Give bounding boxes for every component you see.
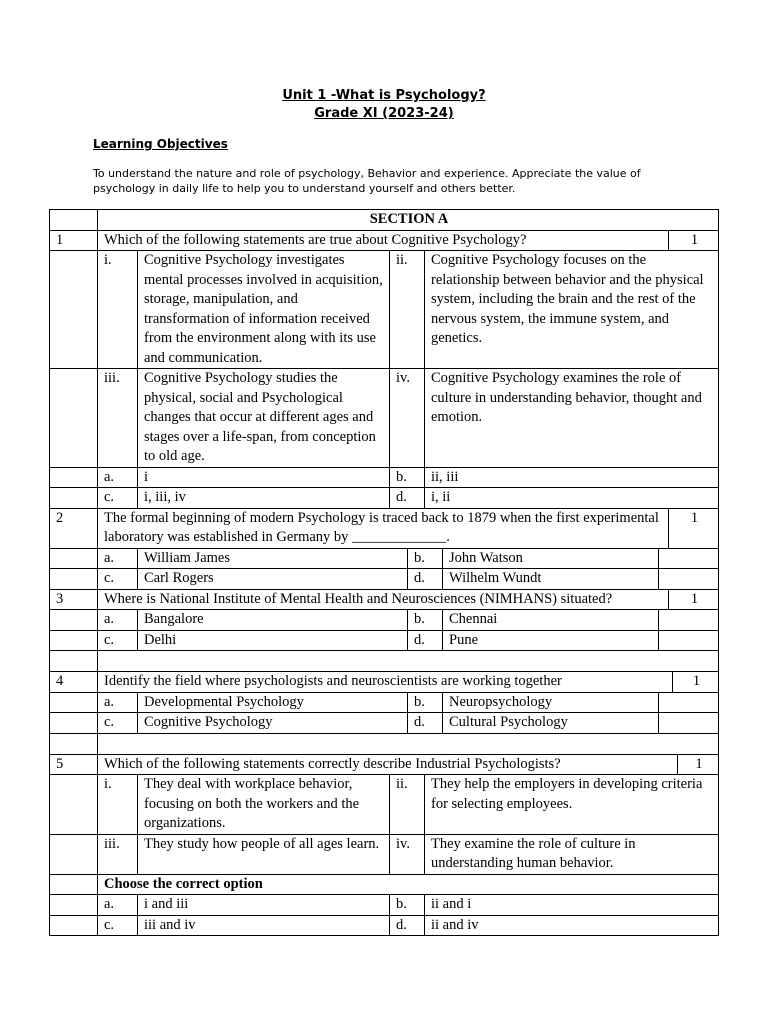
statement-label: i. — [97, 251, 137, 368]
option-row — [49, 468, 719, 489]
question-number: 2 — [56, 509, 64, 526]
statement-label: iii. — [97, 835, 137, 874]
option-row — [49, 916, 719, 937]
statement-label: iv. — [389, 369, 424, 467]
option-row — [49, 549, 719, 570]
option-row — [49, 895, 719, 916]
instruction-row — [49, 875, 719, 896]
option-label: c. — [97, 488, 137, 508]
option-text: i, iii, iv — [137, 488, 389, 508]
question-text: Where is National Institute of Mental Health and Neurosciences (NIMHANS) situated? — [97, 590, 668, 610]
option-label: d. — [389, 488, 424, 508]
option-label: b. — [407, 549, 442, 569]
option-text: Developmental Psychology — [137, 693, 407, 713]
choose-option-label: Choose the correct option — [97, 875, 720, 895]
spacer-row — [49, 734, 719, 755]
option-text: Cognitive Psychology — [137, 713, 407, 733]
page-title: Unit 1 -What is Psychology? — [282, 88, 486, 103]
question-row — [49, 509, 719, 549]
option-label: b. — [407, 693, 442, 713]
option-text: ii and i — [424, 895, 720, 915]
statement-text: Cognitive Psychology focuses on the relationship between behavior and the physical system, including the brain and the rest of the nervous system, the immune system, and genetics. — [424, 251, 720, 368]
option-label: c. — [97, 713, 137, 733]
option-text: John Watson — [442, 549, 658, 569]
question-marks: 1 — [668, 509, 720, 548]
question-marks: 1 — [668, 590, 720, 610]
statement-label: ii. — [389, 775, 424, 834]
option-text: Cultural Psychology — [442, 713, 658, 733]
option-label: b. — [389, 468, 424, 488]
option-row — [49, 610, 719, 631]
option-label: d. — [407, 713, 442, 733]
option-label: d. — [389, 916, 424, 936]
statement-text: Cognitive Psychology studies the physical, social and Psychological changes that occur at different ages and stages over a life-span, from conception to old age. — [137, 369, 389, 467]
statement-label: iv. — [389, 835, 424, 874]
option-text: William James — [137, 549, 407, 569]
option-text: Carl Rogers — [137, 569, 407, 589]
option-label: a. — [97, 895, 137, 915]
statement-row — [49, 251, 719, 369]
option-label: b. — [389, 895, 424, 915]
option-row — [49, 693, 719, 714]
objectives-heading: Learning Objectives — [93, 137, 228, 151]
option-row — [49, 631, 719, 652]
option-text: iii and iv — [137, 916, 389, 936]
statement-row — [49, 775, 719, 835]
statement-label: ii. — [389, 251, 424, 368]
question-row — [49, 672, 719, 693]
question-marks: 1 — [672, 672, 720, 692]
option-text: i and iii — [137, 895, 389, 915]
statement-row — [49, 369, 719, 468]
question-marks: 1 — [677, 755, 720, 775]
question-row — [49, 590, 719, 611]
option-label: a. — [97, 468, 137, 488]
question-row — [49, 231, 719, 252]
section-title: SECTION A — [97, 210, 720, 230]
question-number: 1 — [56, 231, 64, 248]
statement-text: Cognitive Psychology examines the role of culture in understanding behavior, thought and emotion. — [424, 369, 720, 467]
spacer-row — [49, 651, 719, 672]
option-row — [49, 569, 719, 590]
option-text: Neuropsychology — [442, 693, 658, 713]
statement-text: They deal with workplace behavior, focusing on both the workers and the organizations. — [137, 775, 389, 834]
option-text: Delhi — [137, 631, 407, 651]
option-label: d. — [407, 631, 442, 651]
question-number: 5 — [56, 755, 64, 772]
option-label: c. — [97, 569, 137, 589]
question-text: Identify the field where psychologists and neuroscientists are working together — [97, 672, 672, 692]
option-label: c. — [97, 916, 137, 936]
option-text: i — [137, 468, 389, 488]
option-text: i, ii — [424, 488, 720, 508]
option-row — [49, 713, 719, 734]
section-header-row — [49, 209, 719, 231]
option-label: a. — [97, 610, 137, 630]
question-text: Which of the following statements correctly describe Industrial Psychologists? — [97, 755, 677, 775]
option-text: Wilhelm Wundt — [442, 569, 658, 589]
question-number: 4 — [56, 673, 64, 689]
statement-label: iii. — [97, 369, 137, 467]
option-label: b. — [407, 610, 442, 630]
option-row — [49, 488, 719, 509]
option-text: ii, iii — [424, 468, 720, 488]
option-text: Bangalore — [137, 610, 407, 630]
statement-label: i. — [97, 775, 137, 834]
question-row — [49, 755, 719, 776]
question-marks: 1 — [668, 231, 720, 251]
option-text: ii and iv — [424, 916, 720, 936]
statement-text: Cognitive Psychology investigates mental processes involved in acquisition, storage, manipulation, and transformation of information received from the environment along with its use and communication. — [137, 251, 389, 368]
option-label: d. — [407, 569, 442, 589]
option-label: c. — [97, 631, 137, 651]
question-table — [49, 209, 719, 936]
statement-text: They help the employers in developing criteria for selecting employees. — [424, 775, 720, 834]
option-text: Chennai — [442, 610, 658, 630]
statement-text: They study how people of all ages learn. — [137, 835, 389, 874]
option-text: Pune — [442, 631, 658, 651]
option-label: a. — [97, 549, 137, 569]
objectives-text: To understand the nature and role of psychology, Behavior and experience. Appreciate the value of psychology in daily life to help you to understand yourself and others better. — [93, 167, 641, 195]
question-number: 3 — [56, 590, 64, 607]
statement-row — [49, 835, 719, 875]
option-label: a. — [97, 693, 137, 713]
question-text: Which of the following statements are true about Cognitive Psychology? — [97, 231, 668, 251]
page-subtitle: Grade XI (2023-24) — [314, 106, 454, 121]
statement-text: They examine the role of culture in understanding human behavior. — [424, 835, 720, 874]
question-text: The formal beginning of modern Psychology is traced back to 1879 when the first experimental laboratory was established in Germany by _____________. — [97, 509, 668, 548]
